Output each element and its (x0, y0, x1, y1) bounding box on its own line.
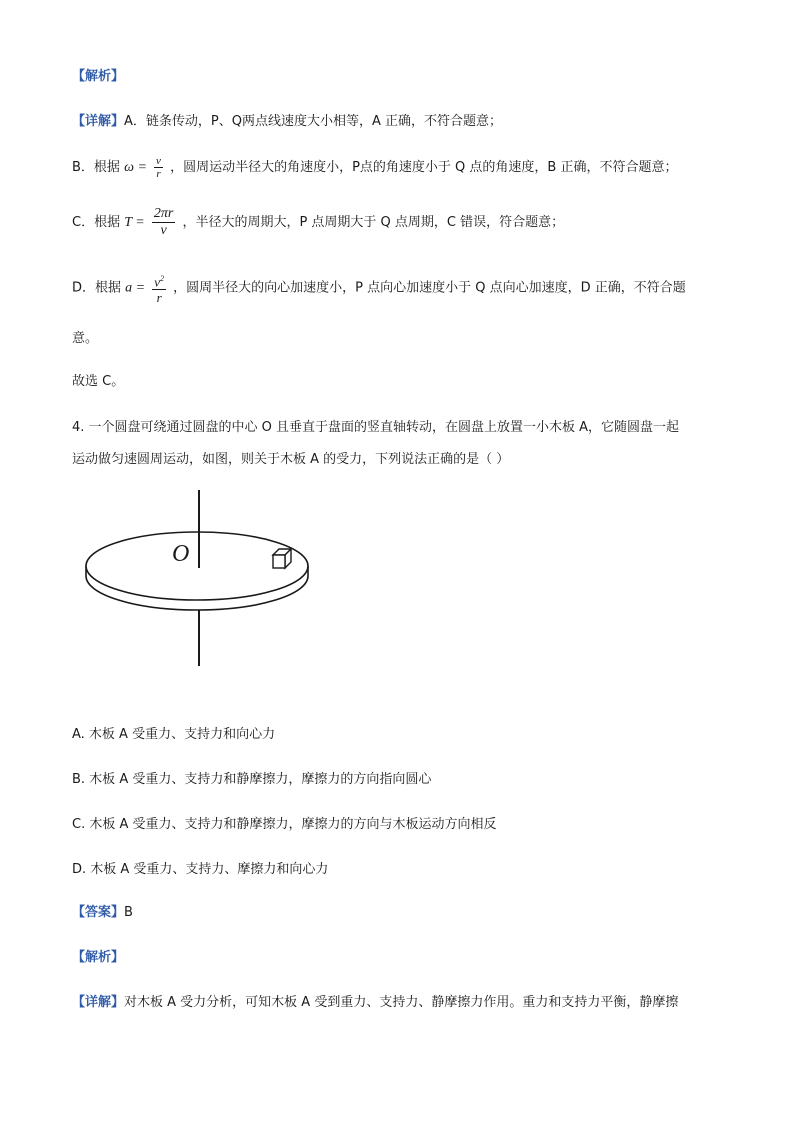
question-4-text2: 运动做匀速圆周运动，如图，则关于木板 A 的受力，下列说法正确的是（ ） (72, 452, 510, 467)
option-c (72, 816, 497, 834)
detail-text: A．链条传动，P、Q两点线速度大小相等，A 正确，不符合题意； (124, 114, 503, 129)
line-b-text: ，圆周运动半径大的角速度小，P点的角速度小于 Q 点的角速度，B 正确，不符合题意； (170, 160, 678, 175)
line-d-cont-text: 意。 (72, 331, 99, 346)
period-den: v (160, 223, 167, 238)
line-c (72, 206, 564, 239)
option-d-text: D. 木板 A 受重力、支持力、摩擦力和向心力 (72, 862, 329, 877)
period-formula-lhs: T = (124, 215, 145, 230)
omega-den: r (156, 168, 161, 180)
option-b (72, 771, 431, 789)
omega-fraction (154, 155, 163, 180)
option-c-text: C. 木板 A 受重力、支持力和静摩擦力，摩擦力的方向与木板运动方向相反 (72, 817, 497, 832)
center-label-o: O (172, 541, 190, 567)
option-b-text: B. 木板 A 受重力、支持力和静摩擦力，摩擦力的方向指向圆心 (72, 772, 432, 787)
question-4-line1 (72, 419, 679, 437)
conclusion-text: 故选 C。 (72, 374, 125, 389)
option-a-text: A. 木板 A 受重力、支持力和向心力 (72, 727, 276, 742)
detail-text-2: 对木板 A 受力分析，可知木板 A 受到重力、支持力、静摩擦力作用。重力和支持力平衡，静摩擦 (124, 995, 679, 1010)
accel-den: r (156, 290, 162, 306)
accel-num-sup: 2 (160, 274, 165, 283)
accel-num-base: v (154, 274, 161, 290)
line-c-prefix: C．根据 (72, 215, 121, 230)
option-d (72, 861, 328, 879)
line-b (72, 155, 677, 180)
analysis-tag: 【解析】 (72, 69, 125, 84)
accel-fraction (152, 271, 166, 305)
line-d-prefix: D．根据 (72, 280, 122, 296)
line-d-cont (72, 330, 98, 348)
line-d-text: ，圆周半径大的向心加速度小，P 点向心加速度小于 Q 点向心加速度，D 正确，不符合题 (173, 280, 686, 296)
block-a (273, 549, 291, 568)
disk-figure (80, 488, 320, 670)
omega-num: v (156, 155, 161, 167)
answer-value: B (124, 905, 133, 920)
line-c-text: ，半径大的周期大，P 点周期大于 Q 点周期，C 错误，符合题意； (182, 215, 565, 230)
accel-formula-lhs: a = (125, 280, 146, 296)
period-num: 2πr (153, 206, 174, 221)
detail-tag: 【详解】 (72, 114, 125, 129)
line-b-prefix: B．根据 (72, 160, 120, 175)
line-d (72, 271, 686, 305)
detail-tag-2: 【详解】 (72, 995, 125, 1010)
detail-line-2 (72, 994, 678, 1012)
conclusion (72, 373, 124, 391)
analysis-tag-2: 【解析】 (72, 950, 125, 965)
analysis-heading (72, 68, 124, 86)
period-fraction (152, 206, 175, 239)
option-a (72, 726, 275, 744)
question-4-line2 (72, 451, 509, 469)
answer-tag: 【答案】 (72, 905, 125, 920)
accel-num (152, 271, 166, 290)
omega-formula-lhs: ω = (124, 160, 147, 175)
answer-line (72, 904, 133, 922)
question-4-text1: 4. 一个圆盘可绕通过圆盘的中心 O 且垂直于盘面的竖直轴转动，在圆盘上放置一小木板 A，它随圆盘一起 (72, 420, 680, 435)
detail-line (72, 113, 502, 131)
analysis-heading-2 (72, 949, 124, 967)
